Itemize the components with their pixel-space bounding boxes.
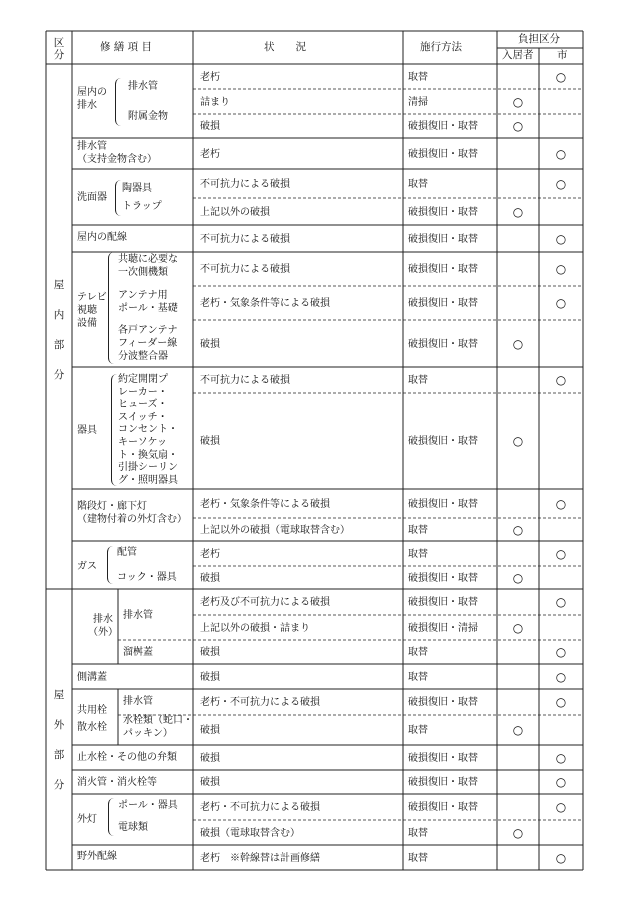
row-method: 取替 bbox=[408, 827, 428, 839]
row-status: 老朽・気象条件等による破損 bbox=[200, 498, 330, 510]
row-status: 破損 bbox=[200, 725, 220, 736]
item-drain-pipe: 排水管 bbox=[128, 81, 158, 92]
item-tv-pole: アンテナ用 ポール・基礎 bbox=[118, 290, 178, 314]
item-fittings: 附属金物 bbox=[128, 111, 168, 122]
row-status: 不可抗力による破損 bbox=[200, 375, 290, 386]
header-kubun: 区分 bbox=[53, 37, 65, 61]
resident-mark: ○ bbox=[512, 570, 524, 585]
row-method: 破損復旧・取替 bbox=[408, 338, 478, 350]
item-washbasin: 洗面器 bbox=[77, 192, 107, 203]
section-indoor-label: 屋 内 部 分 bbox=[53, 279, 65, 381]
brace bbox=[107, 546, 113, 584]
city-mark: ○ bbox=[555, 496, 567, 511]
item-gas-piping: 配管 bbox=[117, 547, 137, 558]
header-method: 施行方法 bbox=[420, 41, 462, 53]
city-mark: ○ bbox=[555, 645, 567, 659]
city-mark: ○ bbox=[555, 146, 567, 161]
item-basin-lid: 溜桝蓋 bbox=[123, 647, 153, 658]
resident-mark: ○ bbox=[512, 119, 524, 133]
row-method: 破損復旧・取替 bbox=[408, 572, 478, 584]
city-mark: ○ bbox=[555, 595, 567, 609]
city-mark: ○ bbox=[555, 669, 567, 684]
city-mark: ○ bbox=[555, 296, 567, 310]
row-method: 取替 bbox=[408, 524, 428, 536]
header-resident: 入居者 bbox=[502, 49, 534, 61]
item-indoor-wiring: 屋内の配線 bbox=[77, 232, 127, 243]
item-outdoor-drain-pipe: 排水管 bbox=[123, 610, 153, 621]
item-gas: ガス bbox=[77, 561, 97, 572]
row-method: 破損復旧・取替 bbox=[408, 752, 478, 764]
row-method: 破損復旧・取替 bbox=[408, 436, 478, 447]
item-trap: トラップ bbox=[122, 201, 162, 212]
section-outdoor-label: 屋 外 部 分 bbox=[53, 689, 65, 791]
row-method: 破損復旧・取替 bbox=[408, 777, 478, 788]
resident-mark: ○ bbox=[512, 204, 524, 219]
item-gutter-lid: 側溝蓋 bbox=[77, 672, 107, 683]
header-status: 状 況 bbox=[264, 41, 306, 53]
row-method: 取替 bbox=[408, 725, 428, 736]
row-status: 上記以外の破損（電球取替含む） bbox=[200, 524, 350, 536]
row-status: 不可抗力による破損 bbox=[200, 233, 290, 245]
item-stair-light: 階段灯・廊下灯 （建物付着の外灯含む） bbox=[77, 501, 187, 525]
item-fixtures: 器具 bbox=[77, 425, 97, 436]
row-method: 破損復旧・取替 bbox=[408, 697, 478, 708]
brace bbox=[115, 180, 121, 216]
item-shared-tap-pipe: 排水管 bbox=[123, 696, 153, 707]
row-status: 詰まり bbox=[200, 96, 230, 108]
row-method: 破損復旧・取替 bbox=[408, 148, 478, 160]
city-mark: ○ bbox=[555, 750, 567, 765]
resident-mark: ○ bbox=[512, 620, 524, 635]
city-mark: ○ bbox=[555, 546, 567, 561]
brace bbox=[111, 374, 117, 486]
row-status: 破損 bbox=[200, 436, 220, 447]
row-status: 破損 bbox=[200, 777, 220, 788]
item-tv-antenna: 各戸アンテナ フィーダー線 分波整合器 bbox=[118, 325, 178, 362]
city-mark: ○ bbox=[555, 695, 567, 709]
brace bbox=[108, 252, 114, 364]
row-method: 破損復旧・清掃 bbox=[408, 622, 478, 634]
row-status: 破損 bbox=[200, 752, 220, 764]
row-method: 取替 bbox=[408, 852, 428, 864]
row-status: 老朽 bbox=[200, 148, 220, 160]
row-status: 破損 bbox=[200, 121, 220, 132]
row-status: 不可抗力による破損 bbox=[200, 178, 290, 190]
city-mark: ○ bbox=[555, 176, 567, 191]
row-status: 老朽及び不可抗力による破損 bbox=[200, 597, 330, 608]
resident-mark: ○ bbox=[512, 94, 524, 109]
item-fire-hose: 消火管・消火栓等 bbox=[77, 777, 157, 788]
row-method: 破損復旧・取替 bbox=[408, 264, 478, 275]
item-ceramics: 陶器具 bbox=[122, 183, 152, 194]
row-status: 老朽・不可抗力による破損 bbox=[200, 697, 320, 708]
city-mark: ○ bbox=[555, 373, 567, 387]
row-status: 老朽 bbox=[200, 71, 220, 83]
item-drain-pipe-support: 排水管 （支持金物含む） bbox=[77, 141, 157, 165]
city-mark: ○ bbox=[555, 231, 567, 246]
item-outdoor-drain: 排水 （外） bbox=[88, 614, 118, 638]
item-faucet: 水栓類（蛇口・ パッキン） bbox=[123, 715, 193, 739]
row-status: 破損（電球取替含む） bbox=[200, 827, 300, 839]
row-method: 清掃 bbox=[408, 96, 428, 108]
city-mark: ○ bbox=[555, 69, 567, 84]
row-method: 取替 bbox=[408, 375, 428, 386]
resident-mark: ○ bbox=[512, 723, 524, 737]
row-status: 破損 bbox=[200, 572, 220, 584]
item-stop-valve: 止水栓・その他の弁類 bbox=[77, 752, 177, 763]
row-status: 上記以外の破損 bbox=[200, 206, 270, 218]
item-outdoor-light: 外灯 bbox=[77, 814, 97, 825]
item-shared-tap: 共用栓 散水栓 bbox=[77, 705, 107, 733]
city-mark: ○ bbox=[555, 262, 567, 276]
row-method: 取替 bbox=[408, 647, 428, 658]
row-method: 破損復旧・取替 bbox=[408, 233, 478, 245]
item-tv: テレビ 視聴 設備 bbox=[77, 292, 107, 329]
resident-mark: ○ bbox=[512, 336, 524, 351]
row-method: 破損復旧・取替 bbox=[408, 206, 478, 218]
row-method: 破損復旧・取替 bbox=[408, 121, 478, 132]
row-status: 破損 bbox=[200, 647, 220, 658]
row-status: 上記以外の破損・詰まり bbox=[200, 622, 310, 634]
item-tv-primary: 共聴に必要な 一次側機類 bbox=[118, 254, 178, 278]
row-method: 破損復旧・取替 bbox=[408, 298, 478, 309]
row-method: 破損復旧・取替 bbox=[408, 498, 478, 510]
brace bbox=[115, 78, 121, 126]
resident-mark: ○ bbox=[512, 434, 524, 448]
row-status: 破損 bbox=[200, 338, 220, 350]
item-outdoor-pole: ポール・器具 bbox=[118, 800, 178, 811]
item-gas-cock: コック・器具 bbox=[117, 572, 177, 583]
row-status: 破損 bbox=[200, 671, 220, 683]
row-status: 老朽 bbox=[200, 548, 220, 560]
row-status: 老朽・気象条件等による破損 bbox=[200, 298, 330, 309]
row-method: 取替 bbox=[408, 671, 428, 683]
brace bbox=[108, 798, 114, 836]
row-status: 不可抗力による破損 bbox=[200, 264, 290, 275]
row-method: 取替 bbox=[408, 548, 428, 560]
header-burden: 負担区分 bbox=[518, 33, 560, 45]
row-method: 取替 bbox=[408, 178, 428, 190]
resident-mark: ○ bbox=[512, 522, 524, 537]
row-status: 老朽・不可抗力による破損 bbox=[200, 802, 320, 813]
city-mark: ○ bbox=[555, 850, 567, 865]
row-method: 破損復旧・取替 bbox=[408, 802, 478, 813]
header-item: 修 繕 項 目 bbox=[100, 41, 153, 53]
item-fixtures-list: 約定開閉プ レーカー・ ヒューズ・ スイッチ・ コンセント・ キーソケッ ト・換気扇・ 引掛シーリン グ・照明器具 bbox=[118, 374, 178, 486]
item-outdoor-bulbs: 電球類 bbox=[118, 822, 148, 833]
city-mark: ○ bbox=[555, 800, 567, 814]
city-mark: ○ bbox=[555, 775, 567, 789]
row-method: 取替 bbox=[408, 71, 428, 83]
header-city: 市 bbox=[557, 49, 568, 61]
item-outdoor-wiring: 野外配線 bbox=[77, 851, 117, 862]
row-method: 破損復旧・取替 bbox=[408, 597, 478, 608]
item-indoor-drain: 屋内の 排水 bbox=[77, 87, 107, 111]
row-status: 老朽 ※幹線替は計画修繕 bbox=[200, 852, 320, 864]
resident-mark: ○ bbox=[512, 825, 524, 840]
